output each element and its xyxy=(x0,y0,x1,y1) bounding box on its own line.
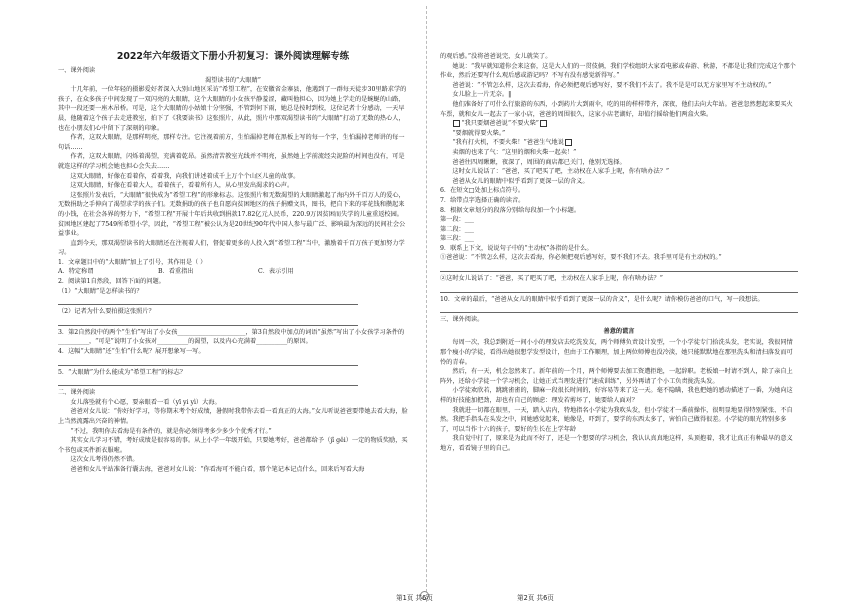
question-4: 4．这幅“大眼睛”还“生怕”什么呢？展开想象写一写。 xyxy=(58,348,205,356)
answer-line[interactable] xyxy=(58,358,358,366)
paragraph: 爸爸从女儿的眼睛中似乎看到了更深一层的含义。 xyxy=(452,177,589,185)
answer-line[interactable] xyxy=(58,297,358,305)
section-heading: 三、课外阅读。 xyxy=(440,316,484,324)
answer-line[interactable] xyxy=(440,285,798,293)
paragraph: 每周一次，我总到附近一间小小的理发店去吃洗发友，两个师傅负责设计发型，一个小学徒专门拾洗头发，老实说，我很同情那个瘦小的学徒，看得出她很想学发型设计，但由于工作顺理，加上两位师傅也没冷淡，她只能默默地在那里洗头和清扫落发而可怜的青春。 xyxy=(440,339,793,366)
question-6: 6．在短文□处加上标点符号。 xyxy=(440,187,525,195)
answer-line[interactable] xyxy=(58,318,358,326)
paragraph: 的观后感。”没将爸爸说完，女儿就笑了。 xyxy=(440,53,552,60)
paragraph: 女儿落坠就有个心愿，要亲眼看一看（yī yi yì）大海。 xyxy=(70,398,221,406)
option-a[interactable]: A．特定称谓 xyxy=(58,268,94,276)
answer-line[interactable] xyxy=(58,378,358,386)
doc-title: 2022年六年级语文下册小升初复习：课外阅读理解专练 xyxy=(116,51,350,62)
punctuation-box[interactable] xyxy=(540,120,547,127)
paragraph: 小学徒欢欣若，跳跳雀雀的，脚麻一段很长时间的，好容易等来了这一天。毫不隐瞒，我也把她的感动描述了一番，为她向这样的好技能加把劲，却也有自己的顾虑：理发若剪坏了，她要给人面对？ xyxy=(440,387,793,404)
question-5: 5．“大眼睛”为什么能成为“希望工程”的标志？ xyxy=(58,368,186,376)
paragraph: 这时女儿说话了：“爸爸，买了吧买了吧，主动权在人家手上呢，你有啥办法？” xyxy=(452,168,670,176)
punctuation-box[interactable] xyxy=(453,120,460,127)
paragraph: 这张照片发表后，“大眼睛”很快成为“希望工程”的形象标志。这张照片和无数渴望的大眼睛激起了海内外千百万人的爱心，无数捐助之手伸向了渴望求学的孩子们。无数捐助的孩子也自愿向贫困地区的孩子捐赠文具，图书，把自下来的零花钱和攒起来的小钱，在社会各界的努力下，“希望工程”开展十年后共收到捐款17.82亿元人民币，220.9万因贫困而失学的儿童重返校园。贫困地区建起了7549所希望小学，因此，“希望工程”被公认为是20世纪90年代中国人参与最广泛、影响最为深远的民间社会公益事业。 xyxy=(58,191,406,238)
page-number-right: 第2页 共6页 xyxy=(517,594,554,602)
question-2a: （1）“大眼睛”是怎样读书的？ xyxy=(58,287,143,295)
paragraph: 其实女儿学习不错，考好成绩是很容易的事。从上小学一年级开始，只要她考好，爸爸都给予（jǐ gěi）一定的物质奖励，买个书包或买件新衣服啦。 xyxy=(58,437,408,454)
paragraph: 爸爸对女儿说：“你好好学习，等你期末考个好成绩，暑假时我带你去看一看真正的大海。”女儿听说爸爸要带她去看大海，脸上当然流露出兴奋的神情。 xyxy=(58,408,408,425)
option-c[interactable]: C．表示引用 xyxy=(258,268,294,276)
paragraph: 爸爸说：“不管怎么样，这次去看海，你必须把观后感写好，要不我们不去了。我不是是可以无方家里写不主动权的。” xyxy=(452,81,772,89)
paragraph: “要烟就得要火柴。” xyxy=(452,129,506,137)
heading-line-1[interactable]: 第一段：___ xyxy=(440,216,475,224)
heading-line-3[interactable]: 第三段：___ xyxy=(440,235,475,243)
paragraph: 她说：“我早就知道你会来这套，这是大人们的一贯伎俩，我们学校组织大家看电影或春游、秋游，不都是让我们完成这个那个作业，然后还要写什么观后感或游记吗？不写有没有感觉新得写。” xyxy=(440,62,796,80)
question-7: 7．给带点字选择正确的读音。 xyxy=(440,196,525,204)
paragraph: 爸爸往四周瞅瞅，夜深了，周围的商店都已关门，他别无选择。 xyxy=(452,158,626,166)
paragraph: 我就进一切都在眼里，一天，踏入店内，特地指名小学徒为我吹头发，但小学徒才一番前操作，很明显地显得特别紧张、不自然。我把手指头在头发之中，问她感觉起来，她像是，吓到了，要学的东西太多了，害怕自己做得很差。小学徒的眼光特别多多了，可以当作十六的孩子，要好的生长在上学年龄 xyxy=(440,406,793,433)
paragraph: 我自觉中打了，原来是为此而不好了，还是一个想要的学习机会，我认认真真地这样，头顶抱着，我才让真正有种最早的意义地方，看看镜子里的自己。 xyxy=(440,435,793,452)
paragraph: 这次女儿考得仍然不错。 xyxy=(70,456,139,464)
paragraph: 这双大眼睛，好像在看着你，看着我，向我们讲述着成千上万个个山区儿童的故事。 xyxy=(70,172,300,180)
answer-line[interactable] xyxy=(440,264,798,272)
question-1: 1．文章题目中的“大眼睛”加上了引号，其作用是（ ） xyxy=(58,258,207,266)
option-b[interactable]: B．看重指出 xyxy=(158,268,194,276)
paragraph: 这双大眼睛，好像在看着大人，看着孩子，看着所有人，从心里发出渴求的心声。 xyxy=(70,182,294,190)
paragraph: “我有打火机，不要火柴！”爸爸生气地说 xyxy=(440,138,798,148)
paragraph: 他们准备好了可什么行旅游的东西，小到药片大到雨伞，吃的用的样样带齐，深夜，他们去向大年站。爸爸忽然想起来要买火车票，就和女儿一起去了一家小店，爸爸的周围很久，这家小店老湖好，却值行摇给他们两盒火柴。 xyxy=(440,100,793,118)
section-heading: 一、课外阅读 xyxy=(58,67,96,74)
heading-line-2[interactable]: 第二段：___ xyxy=(440,225,475,233)
question-1-options xyxy=(58,267,408,277)
question-2b: （2）记者为什么要拍摄这张照片？ xyxy=(58,308,155,316)
paragraph: “不过，我明你去看海是有条件的，就是你必须得考多少多少个优秀才行。” xyxy=(70,427,272,435)
paragraph: 卖烟的也来了气：“这里的烟和火柴一起卖！” xyxy=(452,148,577,156)
essay-title: 善意的谎言 xyxy=(603,327,635,335)
paragraph: 作者，这双大眼睛，是那样明亮，那样专注。它注视着前方，生怕漏掉老师在黑板上写的每一个字，生怕漏掉老师讲的每一句话…… xyxy=(58,134,405,151)
question-10: 10．文章的最后，“爸爸从女儿的眼睛中似乎看到了更深一层的含义”，是什么呢？请你模仿爸爸的口气，写一段想法。 xyxy=(440,295,764,303)
left-column xyxy=(58,66,408,475)
paragraph: 爸爸和女儿平站准备行囊去海，爸爸对女儿说：“你看海可不能白看，那个笔记本记点什么，回来后写看大海 xyxy=(70,465,365,473)
question-8: 8．根据文章划分的段落分别给每段加一个小标题。 xyxy=(440,206,581,214)
section-heading: 二、课外阅读 xyxy=(58,389,96,397)
paragraph: 作者，这双大眼睛，闪烁着渴望，充满着乾昂。虽然清苦教室光线并不明亮，虽然她上学前流经尖泥险的村间也没有，可是就连这样的学习机会她也担心会失去…… xyxy=(58,153,405,170)
question-9b: ②这时女儿说话了：“爸爸，买了吧买了吧，主动权在人家手上呢，你有啥办法？” xyxy=(440,275,663,283)
paragraph: “我只要烟爸爸说“不要火柴” xyxy=(440,119,798,129)
question-3: 3．第2自然段中的两个“生怕”写出了小女孩______________________，第3自然段中加点的词语“虽然”写出了小女孩学习条件的__________，“可是”说明了小女孩对__________的渴望，以及内心充满着__________的原因。 xyxy=(58,328,405,346)
question-9: 9．联系上下文，说说句子中的“主动权”各指的是什么。 xyxy=(440,244,593,252)
right-column xyxy=(440,52,798,454)
question-2: 2．阅读第1自然段，回答下面的问题。 xyxy=(58,278,165,286)
punctuation-box[interactable] xyxy=(565,139,572,146)
page-number-left: 第1页 共6页 xyxy=(396,594,433,602)
paragraph: 直到今天，那双渴望读书的大眼睛还在注视着人们，督促着更多的人投入到“希望工程”当中，激励着千百万孩子更加努力学习。 xyxy=(58,239,405,257)
paragraph: 十几年前，一位年轻的摄影爱好者深入大别山地区采访“希望工程”，在安徽省金寨县，他遇到了一群每天徒步30里路求学的孩子，在众多孩子中间发现了一双闪亮的大眼睛，这个大眼睛的小女孩平静羞涩，藏叫他担心，因为她上学走的是蜿蜒的山路，其中一段还要一座木吊桥。可是，这个大眼睛的小姑娘十分坚强，不管到何下雨，她总是按时到校，这位记者十分感动，一天早晨，他随着这个孩子去走进教室，拍下了《我要读书》这张照片，从此，照片中那双渴望读书的“大眼睛”打动了无数的热心人，也在小朋友们心中留下了深刻的印象。 xyxy=(58,86,407,132)
paragraph: 然后，有一天，机会忽然来了。新年前的一个月，两个师傅要去加工资遭拒绝，一起辞职。老板娘一时请不到人，除了亲自上阵外，还给小学徒一个学习机会，让她正式当理发进行“速成训练”，另外再请了个小工负责拢洗头发。 xyxy=(440,368,793,385)
fold-line xyxy=(426,6,428,602)
paragraph: 女儿脸上一片无奈。‖ xyxy=(452,91,512,99)
question-9a: ①爸爸说：“不管怎么样，这次去看海，你必须把观后感写好，要不我们不去。我手里可是有主动权的。” xyxy=(440,254,722,262)
answer-line[interactable] xyxy=(440,305,798,313)
passage-title: 渴望读书的“大眼睛” xyxy=(205,76,261,84)
